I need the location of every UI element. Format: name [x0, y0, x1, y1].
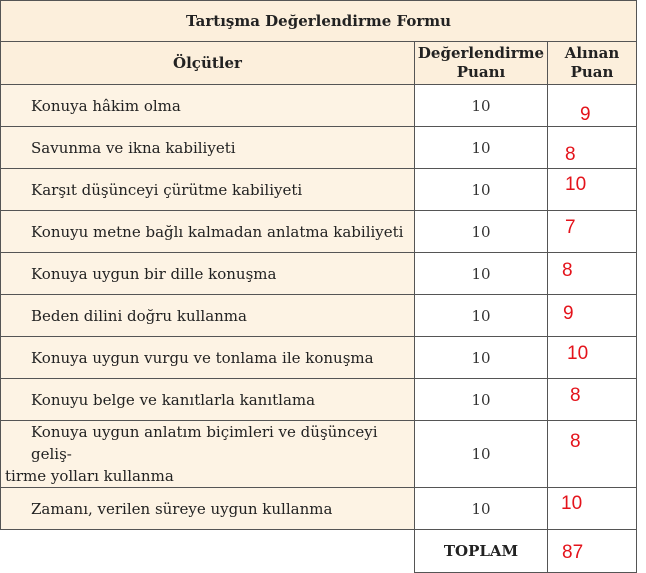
- received-score: 8: [570, 431, 581, 452]
- score-header-line2: Puanı: [456, 63, 506, 81]
- table-row: [1, 169, 637, 211]
- table-row: [1, 295, 637, 337]
- received-cell: [548, 211, 637, 253]
- criterion-line1: Konuya uygun anlatım biçimleri ve düşünceyi geliş-: [31, 423, 378, 463]
- received-cell: [548, 295, 637, 337]
- criterion-cell: Konuya hâkim olma: [1, 85, 415, 127]
- table-row: [1, 379, 637, 421]
- received-cell: [548, 127, 637, 169]
- header-row: [1, 42, 637, 85]
- criteria-header: Ölçütler: [1, 42, 415, 85]
- form-title: Tartışma Değerlendirme Formu: [1, 1, 637, 42]
- table-row: [1, 253, 637, 295]
- points-cell: 10: [415, 421, 548, 488]
- received-cell: [548, 488, 637, 530]
- criterion-cell: [1, 421, 415, 488]
- table-row: [1, 85, 637, 127]
- points-cell: 10: [415, 85, 548, 127]
- received-score: 7: [565, 217, 576, 238]
- received-cell: [548, 421, 637, 488]
- received-cell: [548, 337, 637, 379]
- received-score: 9: [580, 104, 591, 125]
- total-spacer: [1, 530, 415, 573]
- criterion-cell: Savunma ve ikna kabiliyeti: [1, 127, 415, 169]
- received-cell: [548, 253, 637, 295]
- table-row: [1, 488, 637, 530]
- received-score: 8: [562, 260, 573, 281]
- received-cell: [548, 379, 637, 421]
- received-score: 8: [570, 385, 581, 406]
- score-header-line1: Değerlendirme: [417, 44, 545, 62]
- criterion-cell: Konuya uygun vurgu ve tonlama ile konuşma: [1, 337, 415, 379]
- received-score: 8: [565, 144, 576, 165]
- criterion-cell: Konuya uygun bir dille konuşma: [1, 253, 415, 295]
- points-cell: 10: [415, 211, 548, 253]
- table-row: [1, 127, 637, 169]
- table-row: [1, 337, 637, 379]
- title-row: [1, 1, 637, 42]
- points-cell: 10: [415, 295, 548, 337]
- received-cell: [548, 169, 637, 211]
- points-cell: 10: [415, 488, 548, 530]
- total-cell: [548, 530, 637, 573]
- received-score: 10: [561, 493, 583, 514]
- points-cell: 10: [415, 253, 548, 295]
- total-row: [1, 530, 637, 573]
- received-header: [548, 42, 637, 85]
- table-row: [1, 421, 637, 488]
- received-cell: [548, 85, 637, 127]
- points-cell: 10: [415, 379, 548, 421]
- total-label: TOPLAM: [415, 530, 548, 573]
- received-score: 9: [563, 303, 574, 324]
- points-cell: 10: [415, 127, 548, 169]
- criterion-line2: tirme yolları kullanma: [5, 467, 174, 485]
- received-score: 10: [565, 174, 587, 195]
- received-header-line1: Alınan: [564, 44, 620, 62]
- table-row: [1, 211, 637, 253]
- points-cell: 10: [415, 337, 548, 379]
- criterion-cell: Konuyu metne bağlı kalmadan anlatma kabiliyeti: [1, 211, 415, 253]
- criterion-cell: Zamanı, verilen süreye uygun kullanma: [1, 488, 415, 530]
- points-cell: 10: [415, 169, 548, 211]
- received-header-line2: Puan: [570, 63, 614, 81]
- criterion-cell: Karşıt düşünceyi çürütme kabiliyeti: [1, 169, 415, 211]
- criterion-cell: Beden dilini doğru kullanma: [1, 295, 415, 337]
- total-score: 87: [562, 542, 584, 563]
- received-score: 10: [567, 343, 589, 364]
- criterion-cell: Konuyu belge ve kanıtlarla kanıtlama: [1, 379, 415, 421]
- score-header: [415, 42, 548, 85]
